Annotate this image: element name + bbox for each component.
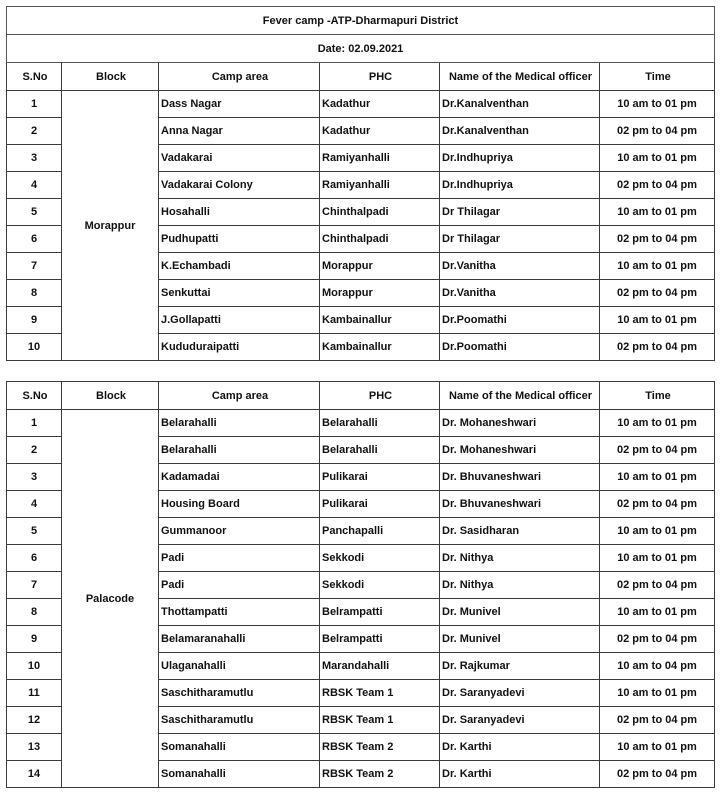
row-sno: 14 [7,761,62,788]
header-camp-area: Camp area [159,382,320,410]
row-time: 02 pm to 04 pm [600,761,715,788]
row-sno: 6 [7,226,62,253]
row-sno: 13 [7,734,62,761]
row-camp-area: Housing Board [159,491,320,518]
row-medical-officer: Dr Thilagar [440,199,600,226]
row-phc: RBSK Team 2 [320,761,440,788]
row-camp-area: Saschitharamutlu [159,707,320,734]
row-medical-officer: Dr Thilagar [440,226,600,253]
row-phc: RBSK Team 1 [320,680,440,707]
row-time: 02 pm to 04 pm [600,626,715,653]
row-camp-area: J.Gollapatti [159,307,320,334]
row-camp-area: Padi [159,545,320,572]
row-medical-officer: Dr. Bhuvaneshwari [440,464,600,491]
row-phc: Chinthalpadi [320,226,440,253]
header-time: Time [600,382,715,410]
header-sno: S.No [7,63,62,91]
row-sno: 2 [7,118,62,145]
row-sno: 1 [7,410,62,437]
date-row [7,35,715,63]
row-medical-officer: Dr. Munivel [440,599,600,626]
row-camp-area: Kududuraipatti [159,334,320,361]
row-camp-area: Vadakarai Colony [159,172,320,199]
row-phc: Morappur [320,253,440,280]
row-camp-area: Saschitharamutlu [159,680,320,707]
row-time: 10 am to 01 pm [600,199,715,226]
row-sno: 6 [7,545,62,572]
table-header-row [7,382,715,410]
row-medical-officer: Dr.Vanitha [440,280,600,307]
row-medical-officer: Dr.Indhupriya [440,145,600,172]
row-time: 10 am to 04 pm [600,653,715,680]
row-time: 10 am to 01 pm [600,91,715,118]
row-time: 02 pm to 04 pm [600,707,715,734]
row-medical-officer: Dr.Kanalventhan [440,91,600,118]
row-time: 10 am to 01 pm [600,410,715,437]
row-sno: 8 [7,599,62,626]
row-medical-officer: Dr. Mohaneshwari [440,437,600,464]
title-row [7,7,715,35]
row-camp-area: Somanahalli [159,761,320,788]
row-time: 10 am to 01 pm [600,518,715,545]
row-sno: 7 [7,572,62,599]
row-sno: 7 [7,253,62,280]
header-medical-officer: Name of the Medical officer [440,63,600,91]
row-medical-officer: Dr.Kanalventhan [440,118,600,145]
row-camp-area: Vadakarai [159,145,320,172]
row-phc: Belarahalli [320,410,440,437]
row-sno: 1 [7,91,62,118]
row-phc: Pulikarai [320,491,440,518]
row-medical-officer: Dr. Karthi [440,761,600,788]
row-phc: Kambainallur [320,307,440,334]
row-sno: 5 [7,199,62,226]
header-phc: PHC [320,63,440,91]
row-medical-officer: Dr. Bhuvaneshwari [440,491,600,518]
row-phc: Ramiyanhalli [320,145,440,172]
row-time: 02 pm to 04 pm [600,437,715,464]
row-phc: Chinthalpadi [320,199,440,226]
row-sno: 3 [7,464,62,491]
row-time: 10 am to 01 pm [600,680,715,707]
row-camp-area: Dass Nagar [159,91,320,118]
header-time: Time [600,63,715,91]
row-camp-area: Belarahalli [159,410,320,437]
row-sno: 4 [7,491,62,518]
row-medical-officer: Dr.Vanitha [440,253,600,280]
row-time: 02 pm to 04 pm [600,226,715,253]
row-camp-area: Anna Nagar [159,118,320,145]
row-medical-officer: Dr.Poomathi [440,334,600,361]
row-camp-area: Somanahalli [159,734,320,761]
header-phc: PHC [320,382,440,410]
header-block: Block [62,63,159,91]
row-time: 10 am to 01 pm [600,734,715,761]
row-medical-officer: Dr. Nithya [440,545,600,572]
row-time: 10 am to 01 pm [600,145,715,172]
row-medical-officer: Dr. Saranyadevi [440,707,600,734]
row-phc: Pulikarai [320,464,440,491]
row-camp-area: K.Echambadi [159,253,320,280]
row-phc: Belrampatti [320,599,440,626]
row-sno: 12 [7,707,62,734]
row-time: 10 am to 01 pm [600,599,715,626]
row-camp-area: Pudhupatti [159,226,320,253]
row-phc: Kambainallur [320,334,440,361]
row-camp-area: Belarahalli [159,437,320,464]
row-phc: Morappur [320,280,440,307]
row-phc: Marandahalli [320,653,440,680]
row-phc: Ramiyanhalli [320,172,440,199]
row-medical-officer: Dr.Poomathi [440,307,600,334]
row-phc: Kadathur [320,91,440,118]
row-time: 10 am to 01 pm [600,545,715,572]
row-medical-officer: Dr. Rajkumar [440,653,600,680]
block-name: Morappur [62,91,159,361]
row-medical-officer: Dr. Karthi [440,734,600,761]
row-time: 02 pm to 04 pm [600,280,715,307]
document-date: Date: 02.09.2021 [7,35,715,63]
row-phc: Belarahalli [320,437,440,464]
row-sno: 5 [7,518,62,545]
row-phc: Sekkodi [320,572,440,599]
row-phc: Panchapalli [320,518,440,545]
row-medical-officer: Dr. Saranyadevi [440,680,600,707]
row-sno: 9 [7,626,62,653]
row-time: 02 pm to 04 pm [600,334,715,361]
row-phc: Sekkodi [320,545,440,572]
morappur-rows [7,91,715,361]
row-medical-officer: Dr.Indhupriya [440,172,600,199]
header-camp-area: Camp area [159,63,320,91]
row-camp-area: Senkuttai [159,280,320,307]
row-time: 10 am to 01 pm [600,307,715,334]
row-camp-area: Gummanoor [159,518,320,545]
row-camp-area: Kadamadai [159,464,320,491]
row-time: 10 am to 01 pm [600,464,715,491]
row-phc: Belrampatti [320,626,440,653]
row-medical-officer: Dr. Mohaneshwari [440,410,600,437]
row-camp-area: Hosahalli [159,199,320,226]
row-phc: Kadathur [320,118,440,145]
document-title: Fever camp -ATP-Dharmapuri District [7,7,715,35]
row-camp-area: Belamaranahalli [159,626,320,653]
row-sno: 8 [7,280,62,307]
palacode-camp-table [6,381,715,788]
row-phc: RBSK Team 1 [320,707,440,734]
row-medical-officer: Dr. Munivel [440,626,600,653]
row-sno: 9 [7,307,62,334]
row-sno: 2 [7,437,62,464]
row-sno: 11 [7,680,62,707]
row-camp-area: Ulaganahalli [159,653,320,680]
morappur-camp-table [6,6,715,361]
header-medical-officer: Name of the Medical officer [440,382,600,410]
table-row [7,410,715,437]
block-name: Palacode [62,410,159,788]
row-sno: 4 [7,172,62,199]
row-medical-officer: Dr. Sasidharan [440,518,600,545]
header-block: Block [62,382,159,410]
row-camp-area: Thottampatti [159,599,320,626]
row-time: 02 pm to 04 pm [600,172,715,199]
row-medical-officer: Dr. Nithya [440,572,600,599]
row-time: 02 pm to 04 pm [600,491,715,518]
header-sno: S.No [7,382,62,410]
row-time: 02 pm to 04 pm [600,572,715,599]
row-sno: 10 [7,653,62,680]
row-time: 10 am to 01 pm [600,253,715,280]
row-time: 02 pm to 04 pm [600,118,715,145]
row-camp-area: Padi [159,572,320,599]
row-sno: 3 [7,145,62,172]
row-sno: 10 [7,334,62,361]
table-header-row [7,63,715,91]
palacode-rows [7,410,715,788]
row-phc: RBSK Team 2 [320,734,440,761]
table-row [7,91,715,118]
